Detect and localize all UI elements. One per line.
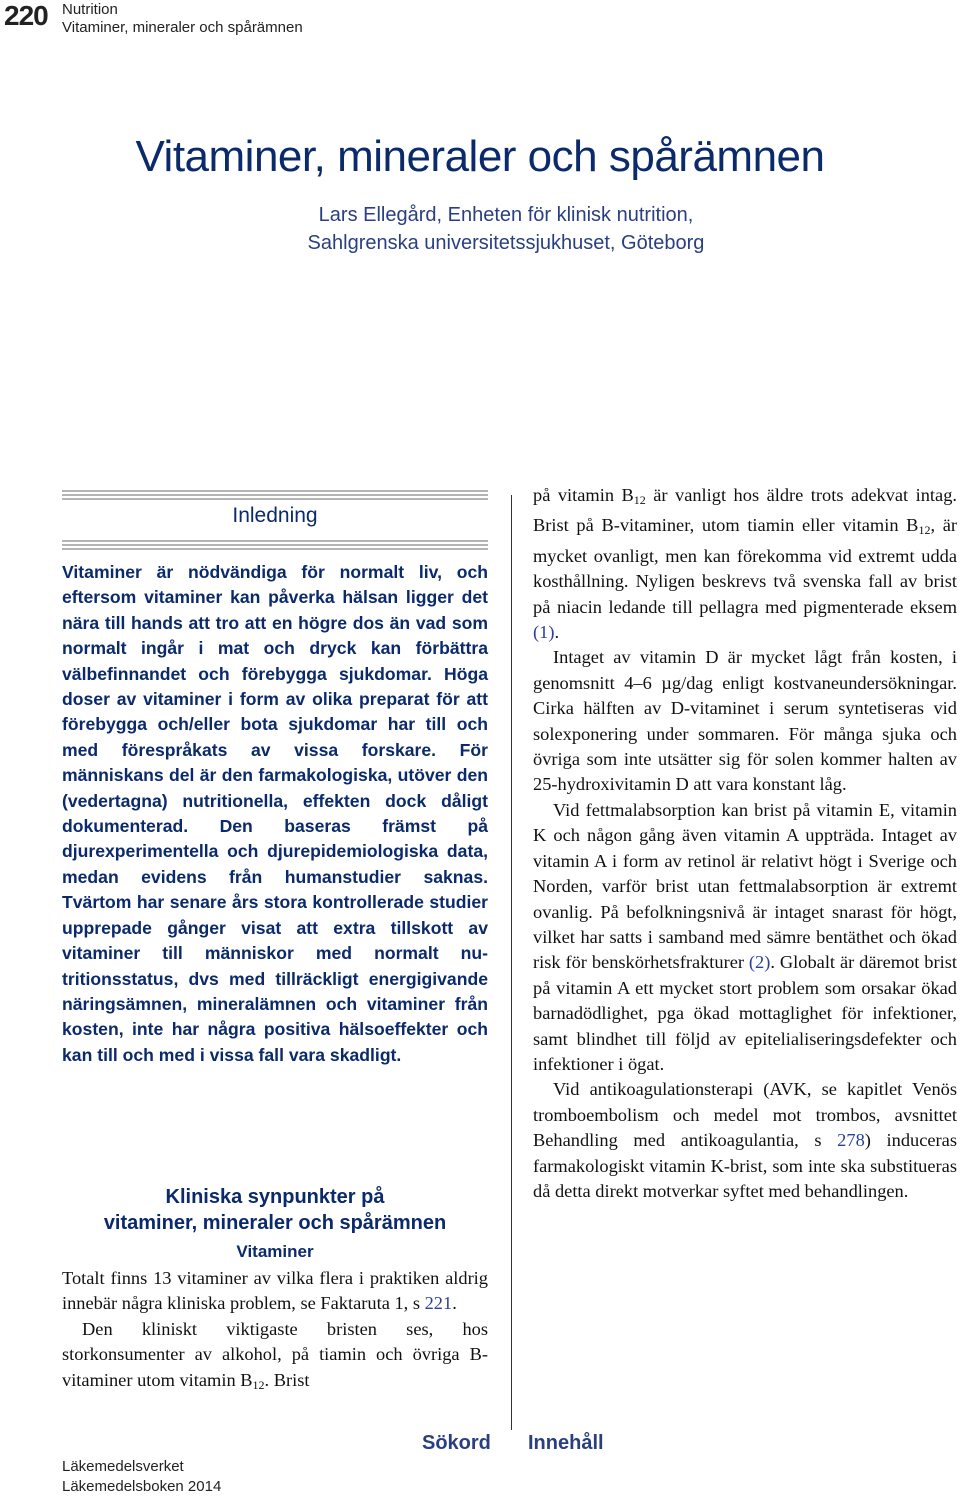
clinical-heading-line-1: Kliniska synpunkter på bbox=[165, 1186, 385, 1208]
author-line-1: Lars Ellegård, Enheten för klinisk nutrition, bbox=[318, 204, 694, 226]
paragraph: Vid antikoagulationsterapi (AVK, se kapitlet Venös tromboembolism och medel mot trombos, avsnittet Behandling med antikoagulantia, s 278) induceras farmakologiskt vitamin K-brist, som inte ska substitueras då detta direkt motverkar syftet med behandlingen. bbox=[533, 1079, 958, 1201]
page-link-221[interactable]: 221 bbox=[424, 1293, 453, 1314]
intro-heading: Inledning bbox=[232, 504, 318, 527]
table-of-contents-link[interactable]: Innehåll bbox=[528, 1432, 604, 1454]
running-header-section: Nutrition bbox=[62, 1, 118, 18]
footer-book-title: Läkemedelsboken 2014 bbox=[62, 1478, 222, 1495]
heading-divider-rule bbox=[62, 540, 488, 552]
paragraph: Intaget av vitamin D är mycket lågt från kosten, i genomsnitt 4–6 µg/dag enligt kostvaneundersökningar. Cirka hälften av D-vitaminet i serum syntetiseras vid solexponering under sommaren. För många sjuka och övriga som inte utsätter sig för solen kommer halten av 25-hydroxivitamin D att vara konstant låg. bbox=[533, 647, 957, 795]
paragraph: Totalt finns 13 vitaminer av vilka flera i praktiken aldrig innebär några kliniska problem, se Faktaruta 1, s 221. bbox=[62, 1268, 488, 1314]
paragraph: Den kliniskt viktigaste bristen ses, hos storkonsumenter av alkohol, på tiamin och övriga B-vitaminer utom vitamin $B_{12}$. Brist bbox=[62, 1318, 488, 1392]
right-body-text bbox=[533, 483, 957, 1204]
reference-link-1[interactable]: (1) bbox=[533, 622, 555, 643]
paragraph: på vitamin $B_{12}$ är vanligt hos äldre trots adekvat intag. Brist på B-vitaminer, utom tiamin eller vitamin $B_{12}$, är mycket ovanligt, men kan förekomma vid extremt udda kosthållning. Nyligen beskrevs två svenska fall av brist på niacin ledande till pellagra med pigmenterade eksem (1). bbox=[533, 485, 958, 643]
vitaminer-subheading: Vitaminer bbox=[236, 1242, 314, 1261]
author-line-2: Sahlgrenska universitetssjukhuset, Göteborg bbox=[307, 232, 705, 254]
top-divider-rule bbox=[62, 490, 488, 502]
intro-text: Vitaminer är nödvändiga för normalt liv, och eftersom vitaminer kan påverka hälsan ligger det nära till hands att tro att en högre dos än vad som normalt ingår i mat och dryck kan förbättra välbefinnandet och förebygga sjukdomar. Höga doser av vitaminer i form av olika preparat för att förebygga och/eller bota sjukdomar har till och med förespråkats av vissa forskare. För människans del är den farmakologiska, utöver den (vedertagna) nutritionella, effekten dock dåligt dokumenterad. Den baseras främst på djurexperimentella och djurepidemiologiska data, medan evidens från humanstudier saknas. Tvärtom har senare års stora kontrollerade studier upprepade gånger visat att extra tillskott av vitaminer till människor med normalt nutritionsstatus, dvs med tillräckligt energigivande näringsämnen, mineralämnen och vitaminer från kosten, inte har några positiva hälsoeffekter och kan till och med i vissa fall vara skadligt. bbox=[62, 562, 488, 1065]
left-body-text bbox=[62, 1266, 488, 1398]
reference-link-2[interactable]: (2) bbox=[748, 952, 771, 973]
running-header-subsection: Vitaminer, mineraler och spårämnen bbox=[62, 19, 303, 36]
column-divider bbox=[511, 495, 512, 1430]
paragraph: Vid fettmalabsorption kan brist på vitamin E, vitamin K och någon gång även vitamin A uppträda. Intaget av vitamin A i form av retinol är relativt högt i Sverige och Norden, varför brist utan fettmalabsorption är extremt ovanlig. På befolkningsnivå är intaget snarast för högt, vilket har satts i samband med sämre bentäthet och ökad risk för benskörhetsfrakturer (2). Globalt är däremot brist på vitamin A ett mycket stort problem som orsakar ökad barnadödlighet, pga ökad mottaglighet för infektioner, samt blindhet till följd av epitelialiseringsdefekter och infektioner i ögat. bbox=[533, 799, 957, 1074]
clinical-heading-line-2: vitaminer, mineraler och spårämnen bbox=[103, 1212, 447, 1234]
footer-publisher: Läkemedelsverket bbox=[62, 1458, 184, 1475]
clinical-heading bbox=[62, 1184, 488, 1236]
page-number: 220 bbox=[4, 0, 48, 31]
chapter-title: Vitaminer, mineraler och spårämnen bbox=[135, 132, 825, 181]
search-index-link[interactable]: Sökord bbox=[422, 1432, 491, 1454]
page-link-278[interactable]: 278 bbox=[837, 1130, 865, 1151]
